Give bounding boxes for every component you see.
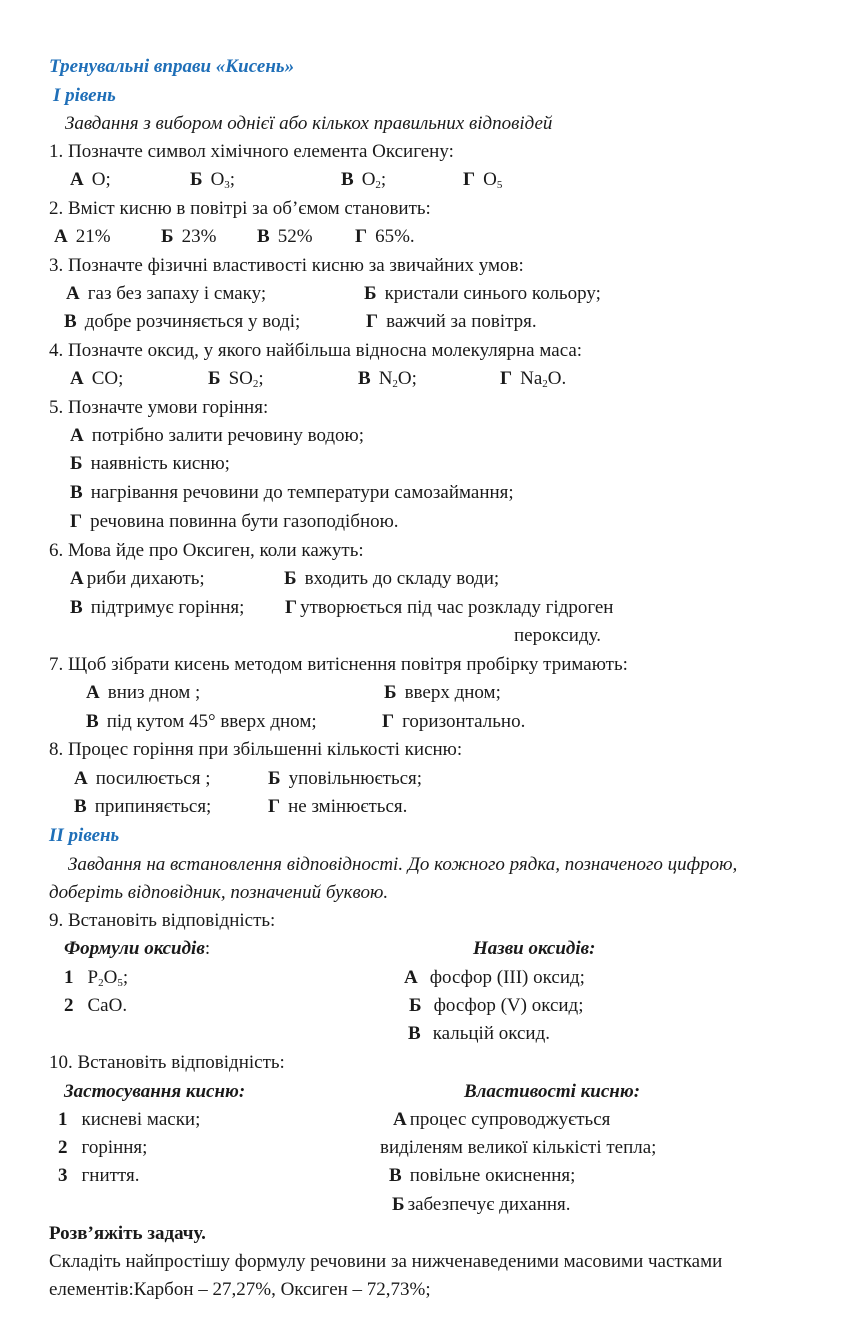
q5-option-c: В нагрівання речовини до температури самозаймання;: [70, 482, 514, 503]
q10-right-header: Властивості кисню:: [464, 1081, 641, 1102]
page-title: Тренувальні вправи «Кисень»: [49, 56, 295, 77]
q10-left-item-1: 1 кисневі маски;: [58, 1109, 201, 1130]
q1-option-d: Г $O_5$: [463, 169, 503, 191]
level-1-instruction: Завдання з вибором однієї або кількох правильних відповідей: [65, 113, 553, 134]
q4-option-c: В $N_2O$;: [358, 368, 417, 390]
q8-option-b: Б уповільнюється;: [268, 768, 423, 789]
q3-option-b: Б кристали синього кольору;: [364, 283, 601, 304]
q7-option-d: Г горизонтально.: [382, 711, 526, 732]
q10-right-item-b: Б забезпечує дихання.: [392, 1194, 571, 1215]
level-2-heading: II рівень: [49, 825, 120, 846]
q1-option-c: В $O_2$;: [341, 169, 387, 191]
q6-option-c: В підтримує горіння;: [70, 597, 245, 618]
q4-option-d: Г $Na_2O$.: [500, 368, 567, 390]
q10-left-header: Застосування кисню:: [64, 1081, 246, 1102]
q10-left-item-2: 2 горіння;: [58, 1137, 148, 1158]
task-heading: Розв’яжіть задачу.: [49, 1223, 206, 1244]
q9-left-header: Формули оксидів:: [64, 938, 211, 959]
question-3: 3. Позначте фізичні властивості кисню за звичайних умов:: [49, 255, 524, 276]
question-4: 4. Позначте оксид, у якого найбільша відносна молекулярна маса:: [49, 340, 583, 361]
question-6: 6. Мова йде про Оксиген, коли кажуть:: [49, 540, 364, 561]
q8-option-c: В припиняється;: [74, 796, 212, 817]
question-8: 8. Процес горіння при збільшенні кількості кисню:: [49, 739, 463, 760]
question-2: 2. Вміст кисню в повітрі за об’ємом становить:: [49, 198, 431, 219]
q6-option-d-continuation: пероксиду.: [514, 625, 601, 646]
q9-right-item-a: А фосфор (III) оксид;: [404, 967, 585, 988]
q9-left-item-1: 1 $P_2O_5$;: [64, 967, 129, 989]
q6-option-d: Г утворюється під час розкладу гідроген: [285, 597, 614, 618]
q9-left-item-2: 2 CaO.: [64, 995, 128, 1016]
q4-option-a: А CO;: [70, 368, 124, 389]
q1-option-b: Б $O_3$;: [190, 169, 236, 191]
task-text-line-2: елементів:Карбон – 27,27%, Оксиген – 72,73%;: [49, 1279, 431, 1300]
q2-option-a: А 21%: [54, 226, 111, 247]
q2-option-d: Г 65%.: [355, 226, 415, 247]
q9-right-header: Назви оксидів:: [473, 938, 596, 959]
q5-option-d: Г речовина повинна бути газоподібною.: [70, 511, 399, 532]
q7-option-c: В під кутом 45° вверх дном;: [86, 711, 317, 732]
q10-right-item-a-continuation: виділеням великої кількісті тепла;: [380, 1137, 657, 1158]
q9-right-item-c: В кальцій оксид.: [408, 1023, 551, 1044]
level-2-instruction-line-1: Завдання на встановлення відповідності. До кожного рядка, позначеного цифрою,: [68, 854, 738, 875]
q10-right-item-a: А процес супроводжується: [393, 1109, 611, 1130]
q7-option-b: Б вверх дном;: [384, 682, 501, 703]
q10-left-item-3: 3 гниття.: [58, 1165, 140, 1186]
question-5: 5. Позначте умови горіння:: [49, 397, 269, 418]
q9-right-item-b: Б фосфор (V) оксид;: [409, 995, 584, 1016]
question-9: 9. Встановіть відповідність:: [49, 910, 276, 931]
q5-option-b: Б наявність кисню;: [70, 453, 230, 474]
q4-option-b: Б $SO_2$;: [208, 368, 264, 390]
q3-option-a: А газ без запаху і смаку;: [66, 283, 267, 304]
q6-option-a: А риби дихають;: [70, 568, 205, 589]
q7-option-a: А вниз дном ;: [86, 682, 201, 703]
q2-option-c: В 52%: [257, 226, 313, 247]
level-1-heading: I рівень: [53, 85, 116, 106]
q1-option-a: А O;: [70, 169, 111, 190]
q8-option-a: А посилюється ;: [74, 768, 211, 789]
q6-option-b: Б входить до складу води;: [284, 568, 500, 589]
q2-option-b: Б 23%: [161, 226, 217, 247]
question-7: 7. Щоб зібрати кисень методом витіснення повітря пробірку тримають:: [49, 654, 628, 675]
question-10: 10. Встановіть відповідність:: [49, 1052, 285, 1073]
q3-option-d: Г важчий за повітря.: [366, 311, 537, 332]
q8-option-d: Г не змінюється.: [268, 796, 408, 817]
q5-option-a: А потрібно залити речовину водою;: [70, 425, 365, 446]
q3-option-c: В добре розчиняється у воді;: [64, 311, 301, 332]
task-text-line-1: Складіть найпростішу формулу речовини за нижченаведеними масовими частками: [49, 1251, 723, 1272]
level-2-instruction-line-2: доберіть відповідник, позначений буквою.: [49, 882, 389, 903]
q10-right-item-v: В повільне окиснення;: [389, 1165, 576, 1186]
question-1: 1. Позначте символ хімічного елемента Оксигену:: [49, 141, 454, 162]
